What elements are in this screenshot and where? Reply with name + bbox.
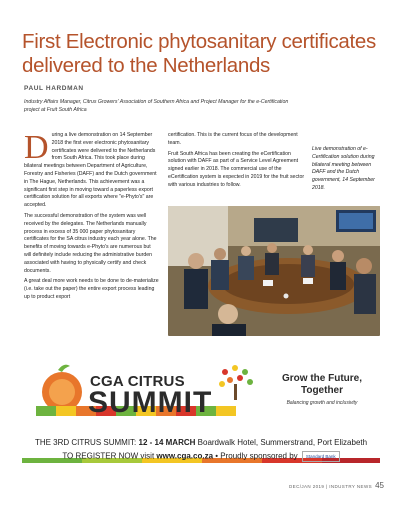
summit-logo-line2: SUMMIT: [88, 386, 213, 419]
sponsor-logo: Standard Bank: [302, 451, 340, 462]
page-number: 45: [375, 481, 384, 490]
paragraph-1: During a live demonstration on 14 September 2018 the first ever electronic phytosanitary certificates were delivered to the Netherlands from South Africa. This took place during bilateral meetings between Department of Agriculture, Forestry and Fisheries (DAFF) and the Dutch government in The Hague, Netherlands. This achievement was a significant first step in moving toward a paperless export certification solution for all exports where "e-Phyto's" are accepted.: [24, 129, 157, 209]
paragraph-3: A great deal more work needs to be done to de-materialize (i.e. take out the paper) the entire export process leading up to product export: [24, 278, 159, 300]
article-column-1: [24, 129, 159, 305]
summit-logo-line1: CGA CITRUS: [90, 373, 185, 390]
meeting-room-illustration: [168, 206, 380, 336]
register-details: TO REGISTER NOW visit www.cga.co.za • Proudly sponsored by Standard Bank: [0, 451, 402, 462]
article-title: First Electronic phytosanitary certificates delivered to the Netherlands: [22, 30, 376, 77]
paragraph-4: certification. This is the current focus of the development team.: [168, 132, 298, 146]
paragraph-5: Fruit South Africa has been creating the eCertification solution with DAFF as part of a Service Level Agreement signed earlier in 2018. The commercial use of the eCertification system is expected in 2019 for the fruit sector with various industries to follow.: [168, 150, 305, 188]
issue-footer: DEC/JAN 2019 | INDUSTRY NEWS: [289, 484, 372, 489]
register-link[interactable]: www.cga.co.za: [156, 451, 214, 461]
advert-tagline-sub: Balancing growth and inclusivity: [286, 400, 358, 406]
event-details: THE 3RD CITRUS SUMMIT: 12 - 14 MARCH Boardwalk Hotel, Summerstrand, Port Elizabeth: [34, 438, 368, 447]
article-column-2: [168, 132, 308, 193]
author-affiliation: Industry Affairs Manager, Citrus Growers' Association of Southern Africa and Project Manager for the e-Certification project at Fruit South Africa: [24, 99, 289, 113]
drop-cap: D: [24, 129, 49, 166]
paragraph-2: The successful demonstration of the system was well received by the delegates. The Netherlands manually process in excess of 35 000 paper phytosanitary certificates for the SA citrus industry each year alone. The benefits of moving towards e-Phyto's are numerous but will definitely include reducing the administrative burden associated with having to physically certify and check documents.: [24, 212, 157, 274]
meeting-photo: [168, 206, 380, 336]
advert-tagline: Grow the Future, Together: [282, 373, 362, 396]
photo-caption: Live demonstration of e-Certification solution during bilateral meeting between DAFF and the Dutch government, 14 September 2018.: [312, 146, 375, 191]
author-name: PAUL HARDMAN: [24, 85, 84, 92]
